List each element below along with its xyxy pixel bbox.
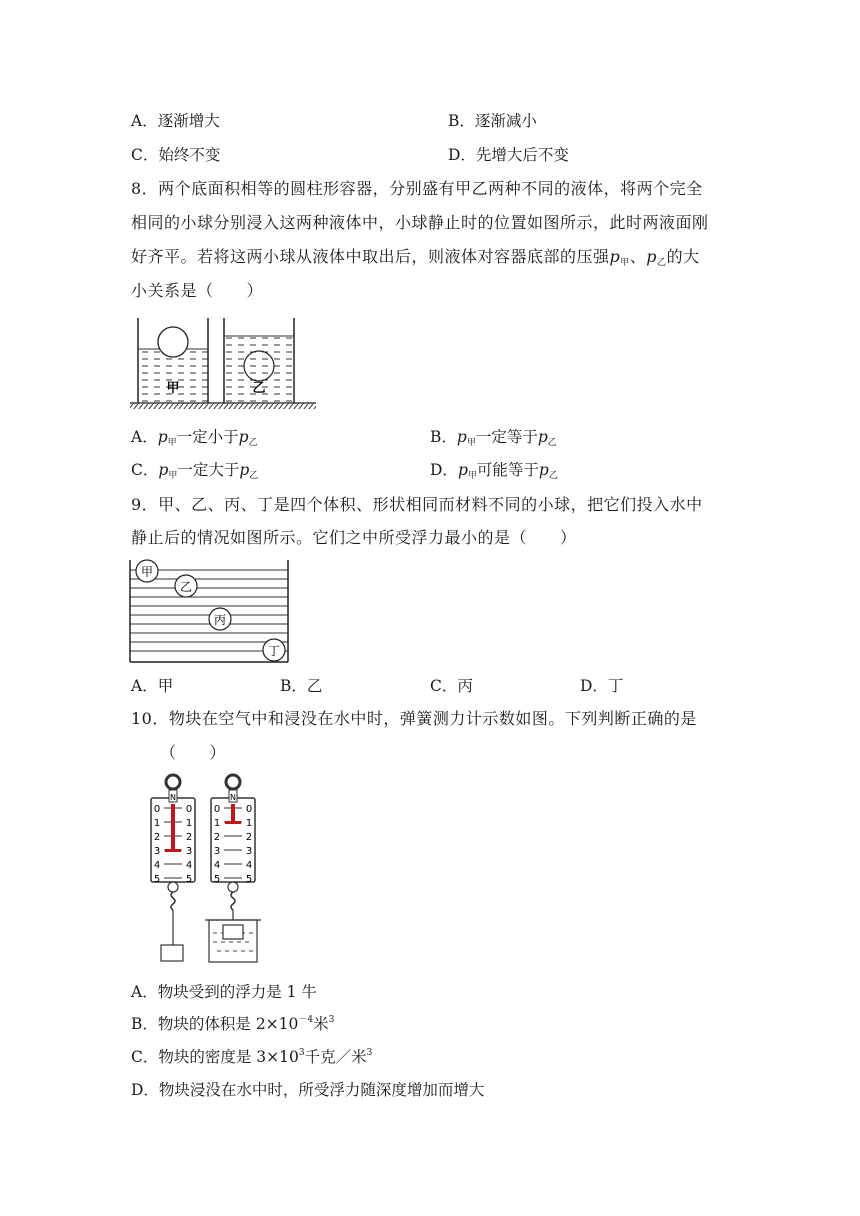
- q8-stem-line-1: 8．两个底面积相等的圆柱形容器，分别盛有甲乙两种不同的液体，将两个完全: [131, 179, 703, 198]
- q10-option-c: C．物块的密度是 $3\times 10^3$千克／米$^3$: [131, 1048, 373, 1066]
- q10-stem-line-1: 10．物块在空气中和浸没在水中时，弹簧测力计示数如图。下列判断正确的是: [131, 709, 697, 728]
- scale-tick-label: 0: [185, 804, 193, 815]
- scale-tick-label: 1: [245, 818, 253, 829]
- q8-figure: [128, 314, 320, 410]
- scale-tick-label: 2: [245, 832, 253, 843]
- q10-option-b: B．物块的体积是 $2\times 10^{-4}$米$^3$: [131, 1015, 335, 1033]
- q8-fig-label-yi: 乙: [252, 381, 266, 396]
- scale-tick-label: 1: [185, 818, 193, 829]
- scale-tick-label: 3: [245, 846, 253, 857]
- q9-ball-ding: 丁: [267, 644, 281, 658]
- q9-ball-bing: 丙: [213, 613, 227, 627]
- q9-option-a: A．甲: [131, 677, 174, 695]
- scale-tick-label: 4: [153, 860, 161, 871]
- scale-tick-label: 4: [245, 860, 253, 871]
- q9-ball-jia: 甲: [140, 565, 154, 579]
- q9-figure: [128, 558, 292, 666]
- scale-pointer: [165, 849, 181, 852]
- q10-option-d: D．物块浸没在水中时，所受浮力随深度增加而增大: [131, 1081, 485, 1099]
- q8-sep: 、: [629, 247, 647, 266]
- scale-tick-label: 3: [213, 846, 221, 857]
- q8-option-b: B．p甲一定等于p乙: [430, 428, 557, 448]
- scale-tick-label: 3: [153, 846, 161, 857]
- scale-letter-n: N: [170, 793, 176, 802]
- q8-sub-jia: 甲: [620, 258, 630, 268]
- scale-tick-label: 5: [153, 874, 161, 885]
- q10-option-a: A．物块受到的浮力是 1 牛: [131, 983, 317, 1001]
- scale-tick-label: 4: [185, 860, 193, 871]
- q9-ball-yi: 乙: [179, 580, 193, 594]
- spring-scale-water: [205, 775, 261, 962]
- q8-sub-yi: 乙: [657, 258, 667, 268]
- scale-tick-label: 1: [213, 818, 221, 829]
- q8-option-c: C．p甲一定大于p乙: [131, 461, 259, 481]
- scale-indicator-bar: [231, 804, 235, 822]
- spring-scale-air: [151, 775, 195, 961]
- q10-stem-line-2: （ ）: [160, 743, 227, 762]
- scale-tick-label: 2: [185, 832, 193, 843]
- q7-option-c: C．始终不变: [131, 146, 221, 164]
- q8-symbol-p: p: [609, 247, 621, 266]
- q8-stem-text: 好齐平。若将这两小球从液体中取出后，则液体对容器底部的压强: [131, 247, 610, 266]
- q8-fig-label-jia: 甲: [166, 381, 180, 396]
- q7-option-a: A．逐渐增大: [131, 112, 220, 130]
- q8-stem-line-4: 小关系是（ ）: [131, 281, 264, 300]
- q9-stem-line-2: 静止后的情况如图所示。它们之中所受浮力最小的是（ ）: [131, 528, 577, 547]
- q8-option-a: A．p甲一定小于p乙: [131, 428, 258, 448]
- svg-text:N: N: [230, 793, 236, 802]
- q8-stem-tail: 的大: [666, 247, 700, 266]
- scale-indicator-bar: [171, 804, 175, 850]
- q9-option-c: C．丙: [430, 677, 473, 695]
- scale-tick-label: 5: [245, 874, 253, 885]
- scale-tick-label: 5: [185, 874, 193, 885]
- scale-tick-label: 0: [245, 804, 253, 815]
- q8-stem-line-2: 相同的小球分别浸入这两种液体中，小球静止时的位置如图所示，此时两液面刚: [131, 213, 709, 232]
- q9-option-b: B．乙: [280, 677, 323, 695]
- q9-stem-line-1: 9．甲、乙、丙、丁是四个体积、形状相同而材料不同的小球，把它们投入水中: [131, 495, 703, 514]
- q7-option-d: D．先增大后不变: [448, 146, 569, 164]
- q8-stem-line-3: [131, 246, 700, 271]
- q8-option-d: D．p甲可能等于p乙: [430, 461, 558, 481]
- scale-tick-label: 1: [153, 818, 161, 829]
- scale-tick-label: 0: [213, 804, 221, 815]
- q7-option-b: B．逐渐减小: [448, 112, 537, 130]
- scale-tick-label: 4: [213, 860, 221, 871]
- scale-tick-label: 2: [153, 832, 161, 843]
- scale-tick-label: 2: [213, 832, 221, 843]
- scale-tick-label: 5: [213, 874, 221, 885]
- scale-pointer: [225, 821, 241, 824]
- q8-symbol-p: p: [646, 247, 658, 266]
- q9-option-d: D．丁: [580, 677, 624, 695]
- scale-tick-label: 0: [153, 804, 161, 815]
- scale-tick-label: 3: [185, 846, 193, 857]
- q10-figure: [145, 770, 265, 965]
